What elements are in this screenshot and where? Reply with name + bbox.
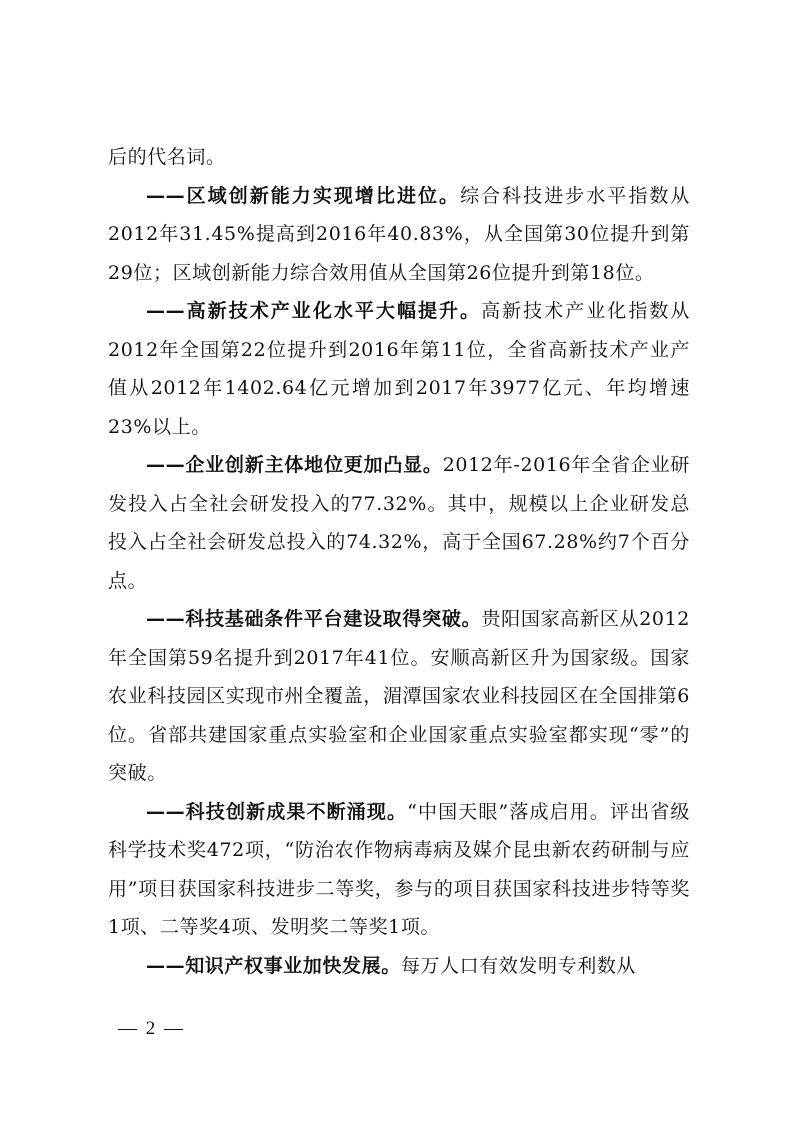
paragraph-text: 综合科技进步水平指数从2012年31.45%提高到2016年40.83%，从全国第30位提升到第29位；区域创新能力综合效用值从全国第26位提升到第18位。	[108, 184, 690, 284]
paragraph-text: “中国天眼”落成启用。评出省级科学技术奖472项，“防治农作物病毒病及媒介昆虫新农药研制与应用”项目获国家科技进步二等奖，参与的项目获国家科技进步特等奖1项、二等奖4项、发明奖二等奖1项。	[108, 800, 690, 938]
paragraph	[108, 600, 690, 793]
paragraph-lead: ——科技基础条件平台建设取得突破。	[146, 608, 482, 630]
paragraph-lead: ——高新技术产业化水平大幅提升。	[146, 300, 482, 322]
paragraph-text: 高新技术产业化指数从2012年全国第22位提升到2016年第11位，全省高新技术产业产值从2012年1402.64亿元增加到2017年3977亿元、年均增速23%以上。	[108, 300, 690, 438]
paragraph-text: 贵阳国家高新区从2012年全国第59名提升到2017年41位。安顺高新区升为国家级。国家农业科技园区实现市州全覆盖，湄潭国家农业科技园区在全国排第6位。省部共建国家重点实验室和企业国家重点实验室都实现“零”的突破。	[108, 608, 690, 784]
paragraph	[108, 177, 690, 293]
paragraph-lead: ——知识产权事业加快发展。	[146, 954, 401, 977]
document-body	[108, 138, 690, 985]
paragraph	[108, 793, 690, 947]
paragraph-lead: ——企业创新主体地位更加凸显。	[146, 454, 443, 476]
paragraph-text: 2012年-2016年全省企业研发投入占全社会研发投入的77.32%。其中，规模以上企业研发总投入占全社会研发总投入的74.32%，高于全国67.28%约7个百分点。	[108, 454, 690, 592]
paragraph	[108, 138, 690, 177]
paragraph-text: 后的代名词。	[108, 146, 226, 168]
paragraph-lead: ——科技创新成果不断涌现。	[146, 800, 408, 823]
paragraph-text: 每万人口有效发明专利数从	[400, 954, 637, 977]
paragraph	[108, 446, 690, 600]
paragraph	[108, 947, 690, 986]
paragraph	[108, 292, 690, 446]
page-number: — 2 —	[118, 1018, 185, 1039]
paragraph-lead: ——区域创新能力实现增比进位。	[146, 184, 461, 207]
